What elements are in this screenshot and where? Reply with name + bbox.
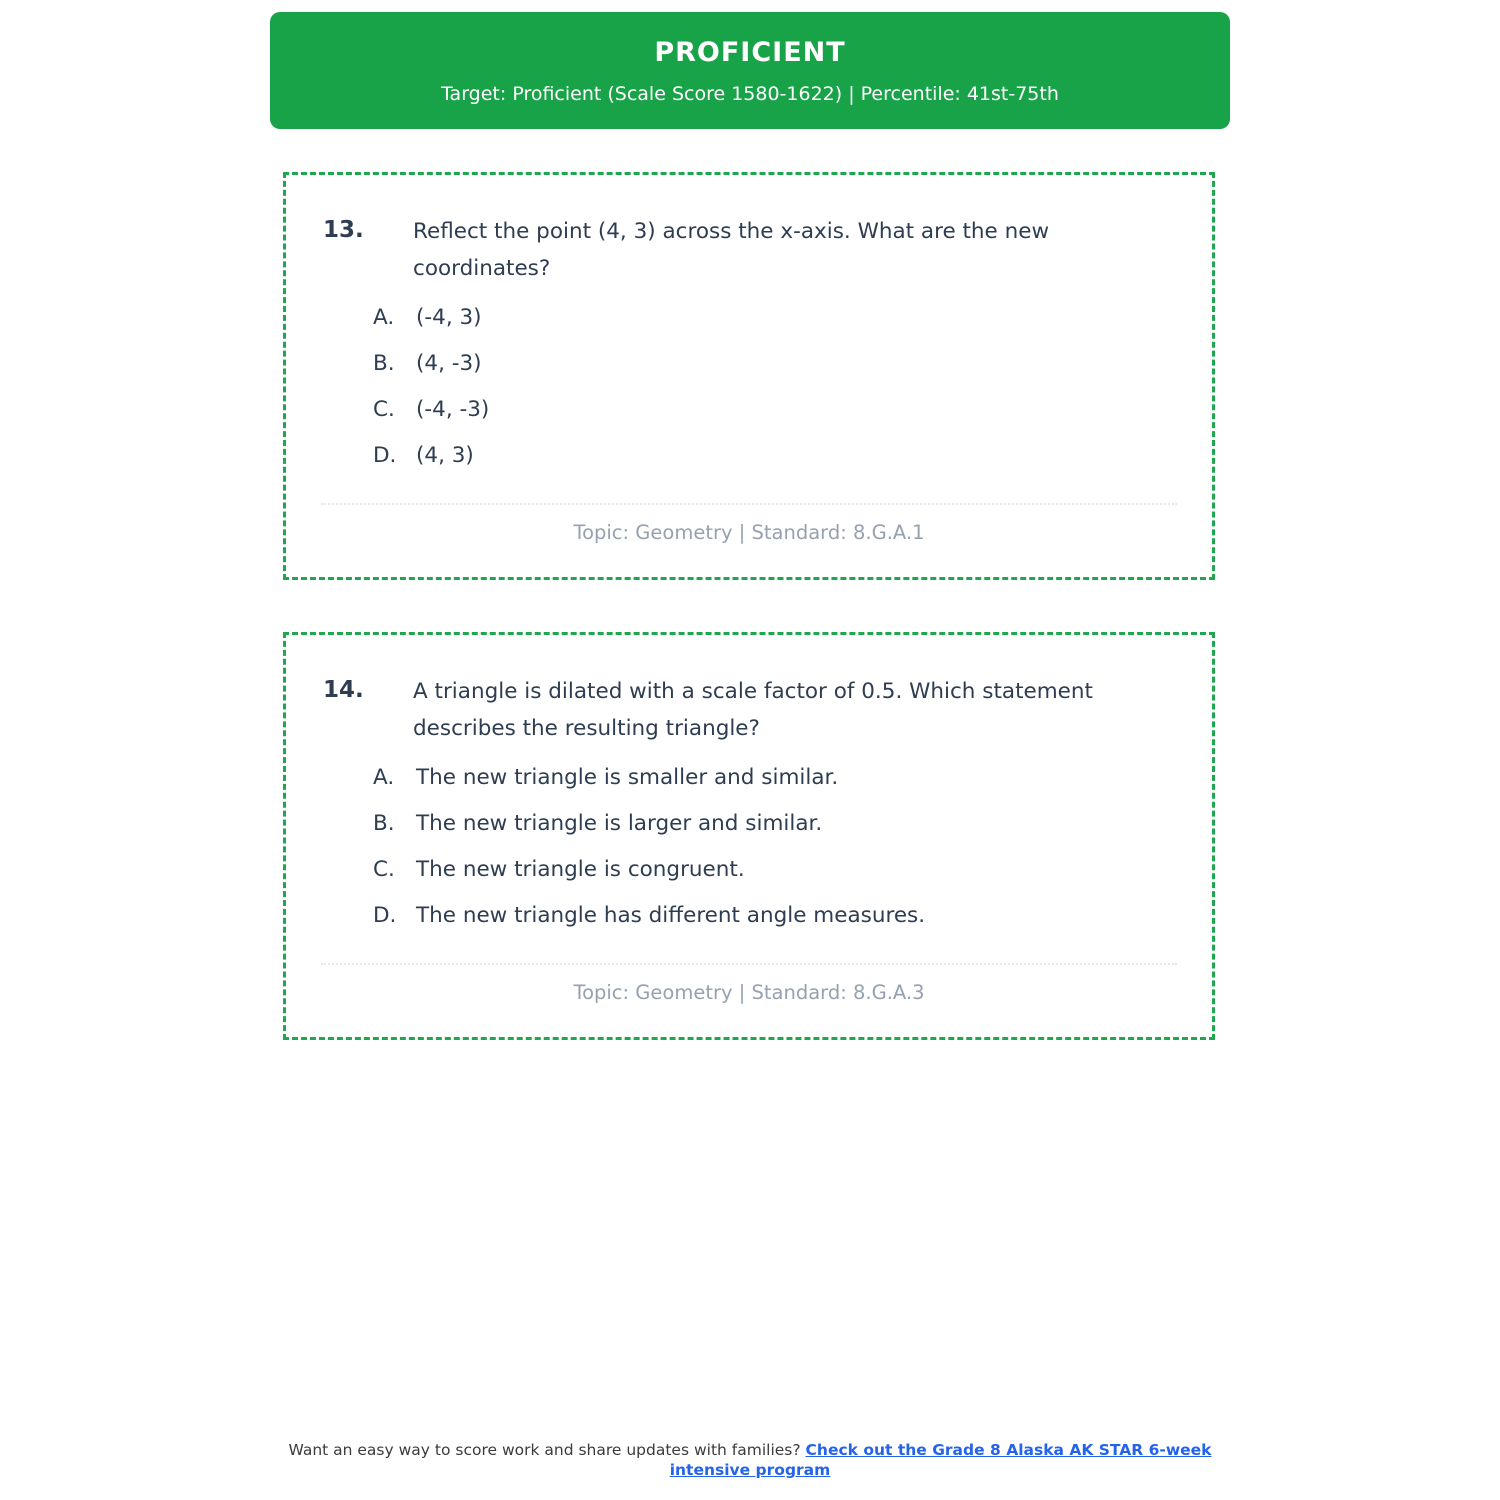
options-list (373, 765, 1212, 929)
option-b[interactable] (373, 351, 1212, 377)
option-a[interactable] (373, 305, 1212, 331)
banner-subtitle: Target: Proficient (Scale Score 1580-1622) | Percentile: 41st-75th (441, 82, 1059, 105)
banner-title: PROFICIENT (654, 36, 846, 68)
proficiency-banner (270, 12, 1230, 129)
question-card-14 (283, 632, 1215, 1040)
option-text: The new triangle is smaller and similar. (416, 765, 839, 790)
option-text: The new triangle is larger and similar. (416, 811, 823, 836)
question-text: Reflect the point (4, 3) across the x-axis. What are the new coordinates? (413, 219, 1050, 281)
option-letter: C. (373, 857, 395, 882)
card-divider (321, 963, 1177, 965)
topic-standard-meta: Topic: Geometry | Standard: 8.G.A.3 (573, 981, 925, 1004)
option-text: (-4, 3) (416, 305, 482, 330)
option-letter: B. (373, 811, 395, 836)
question-number: 13. (323, 217, 364, 243)
options-list (373, 305, 1212, 469)
option-letter: C. (373, 397, 395, 422)
option-text: The new triangle has different angle measures. (416, 903, 926, 928)
question-text: A triangle is dilated with a scale factor of 0.5. Which statement describes the resulting triangle? (413, 679, 1093, 741)
question-row (286, 635, 1212, 747)
option-text: (-4, -3) (416, 397, 490, 422)
footer-program-link[interactable]: Check out the Grade 8 Alaska AK STAR 6-week intensive program (669, 1441, 1212, 1479)
option-a[interactable] (373, 765, 1212, 791)
option-text: (4, 3) (416, 443, 474, 468)
option-d[interactable] (373, 443, 1212, 469)
option-letter: B. (373, 351, 395, 376)
option-c[interactable] (373, 397, 1212, 423)
option-text: The new triangle is congruent. (416, 857, 745, 882)
option-d[interactable] (373, 903, 1212, 929)
option-b[interactable] (373, 811, 1212, 837)
question-number: 14. (323, 677, 364, 703)
question-row (286, 175, 1212, 287)
card-divider (321, 503, 1177, 505)
option-letter: A. (373, 305, 395, 330)
footer-prompt-text: Want an easy way to score work and share updates with families? (288, 1441, 806, 1459)
option-letter: A. (373, 765, 395, 790)
question-card-13 (283, 172, 1215, 580)
option-letter: D. (373, 903, 397, 928)
option-letter: D. (373, 443, 397, 468)
footer-promo (280, 1440, 1220, 1480)
topic-standard-meta: Topic: Geometry | Standard: 8.G.A.1 (573, 521, 925, 544)
option-c[interactable] (373, 857, 1212, 883)
option-text: (4, -3) (416, 351, 482, 376)
